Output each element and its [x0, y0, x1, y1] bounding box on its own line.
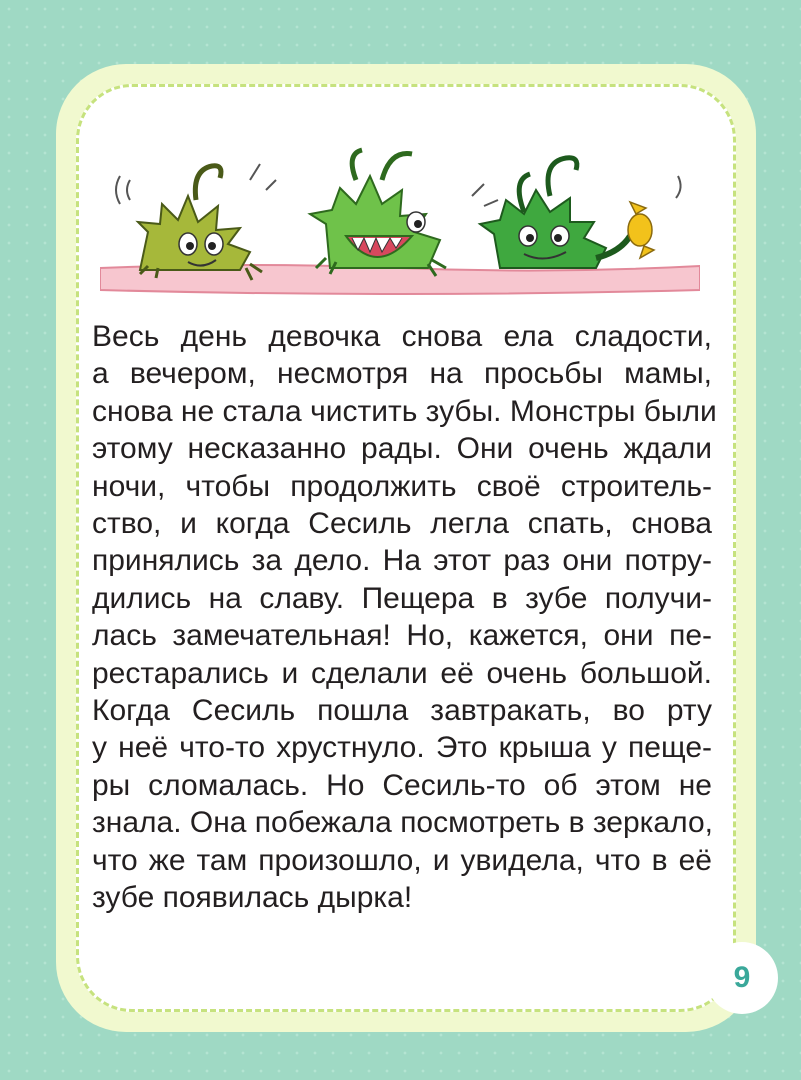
story-line: а вечером, несмотря на просьбы мамы, [92, 357, 712, 391]
story-line: знала. Она побежала посмотреть в зеркало, [92, 806, 713, 840]
story-line: этому несказанно рады. Они очень ждали [92, 432, 712, 466]
story-line: принялись за дело. На этот раз они потру- [92, 544, 712, 578]
story-line: лась замечательная! Но, кажется, они пе- [92, 619, 712, 653]
candy-icon [628, 202, 654, 258]
dark-green-monster-icon [480, 158, 630, 268]
story-line: Весь день девочка снова ела сладости, [92, 320, 712, 353]
laughing-monster-icon [310, 150, 446, 276]
story-text [92, 318, 717, 917]
monsters-illustration [100, 140, 700, 300]
story-line: Когда Сесиль пошла завтракать, во рту [92, 694, 712, 728]
story-line: у неё что-то хрустнуло. Это крыша у пеще- [92, 731, 712, 765]
page-number: 9 [706, 942, 778, 1014]
story-line: рестарались и сделали её очень большой. [92, 656, 712, 690]
story-line: что же там произошло, и увидела, что в её [92, 843, 712, 877]
olive-monster-icon [138, 166, 262, 280]
story-line: зубе появилась дырка! [92, 881, 413, 915]
story-line: снова не стала чистить зубы. Монстры были [92, 394, 717, 428]
story-line: ство, и когда Сесиль легла спать, снова [92, 507, 712, 541]
story-line: дились на славу. Пещера в зубе получи- [92, 581, 712, 615]
story-line: ры сломалась. Но Сесиль-то об этом не [92, 768, 712, 802]
story-line: ночи, чтобы продолжить своё строитель- [92, 469, 712, 503]
